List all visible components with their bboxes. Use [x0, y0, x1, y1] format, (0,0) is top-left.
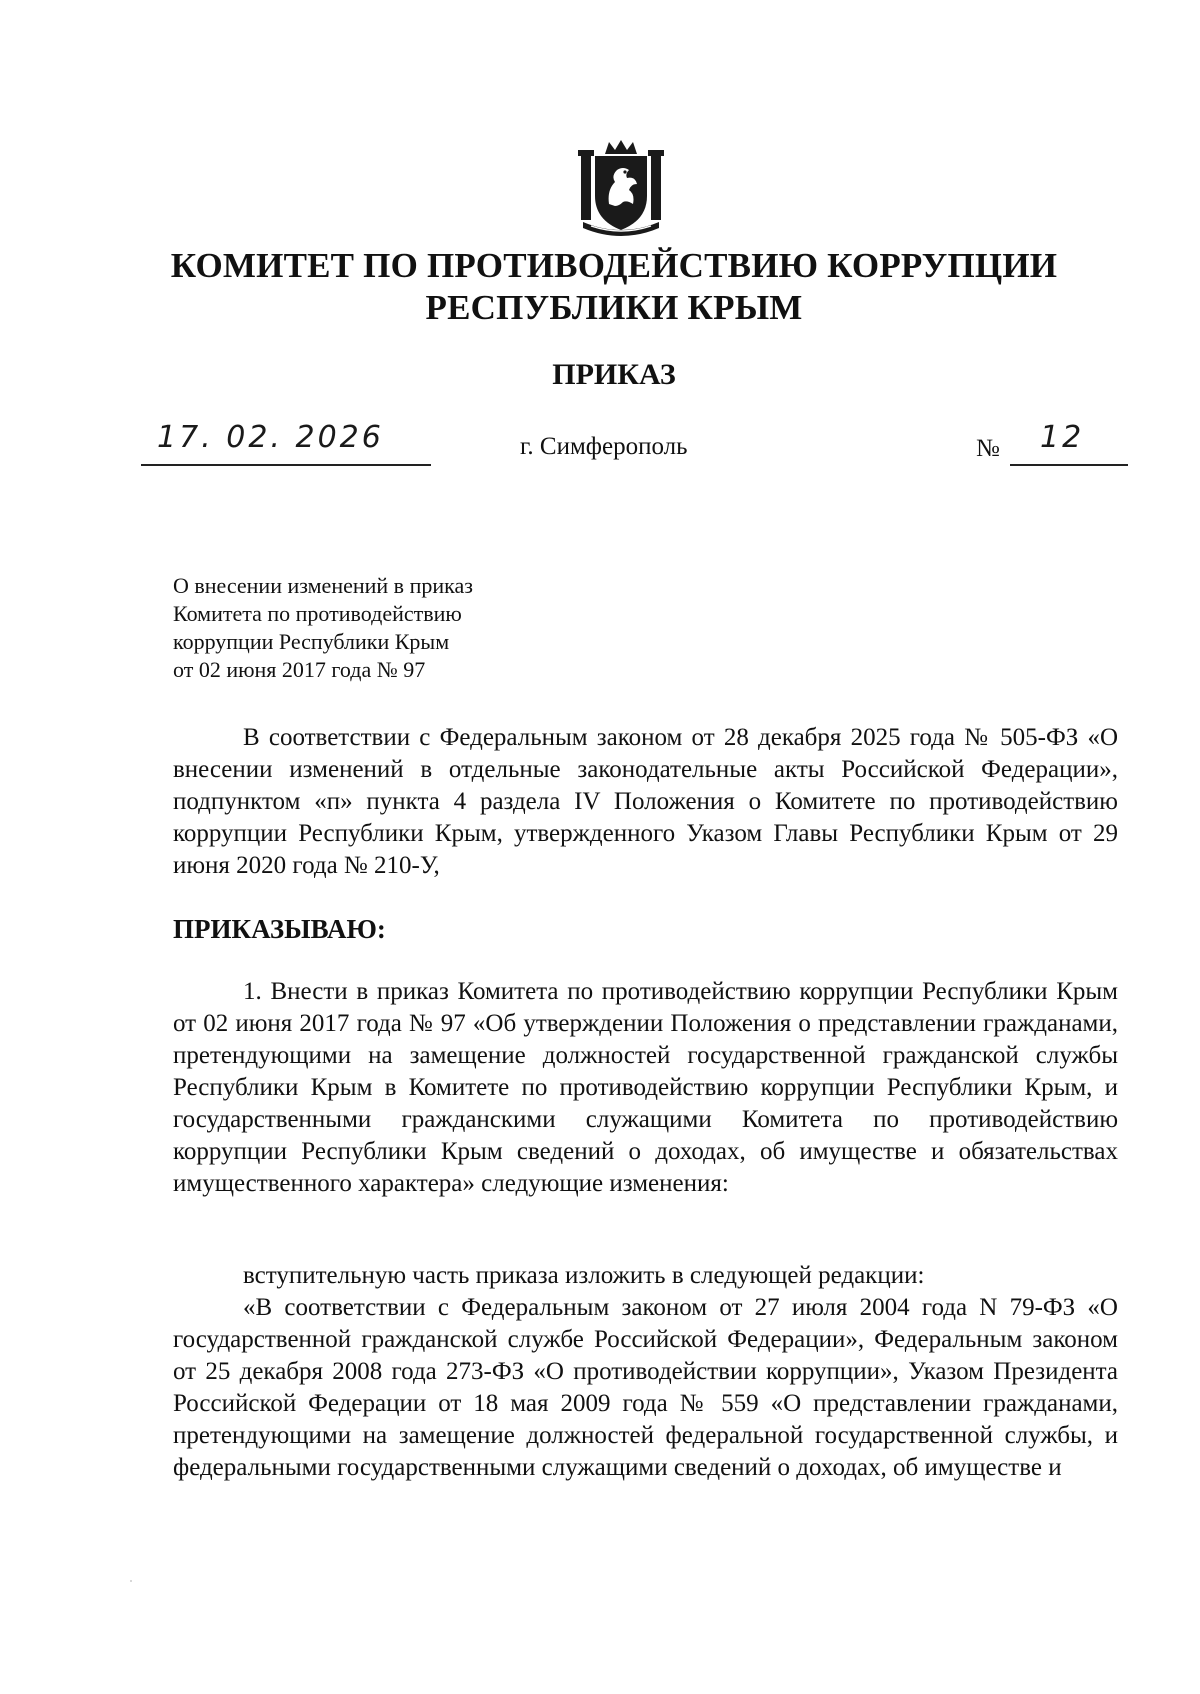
- order-number-handwritten: 12: [1040, 420, 1085, 455]
- subject-line: от 02 июня 2017 года № 97: [173, 657, 426, 682]
- order-date-handwritten: 17. 02. 2026: [157, 420, 384, 455]
- order-directive-heading: ПРИКАЗЫВАЮ:: [173, 914, 386, 944]
- subject-line: О внесении изменений в приказ: [173, 573, 473, 598]
- order-date-field: [141, 420, 431, 466]
- item-1-intro-paragraph: вступительную часть приказа изложить в следующей редакции:: [243, 1262, 925, 1289]
- preamble-paragraph: В соответствии с Федеральным законом от 28 декабря 2025 года № 505-ФЗ «О внесении изменений в отдельные законодательные акты Российской Федерации», подпунктом «п» пункта 4 раздела IV Положения о Комитете по противодействию коррупции Республики Крым, утвержденного Указом Главы Республики Крым от 29 июня 2020 года № 210-У,: [173, 724, 1118, 879]
- item-1-new-text-paragraph: «В соответствии с Федеральным законом от 27 июля 2004 года N 79-ФЗ «О государственной гражданской службе Российской Федерации», Федеральным законом от 25 декабря 2008 года 273-ФЗ «О противодействии коррупции», Указом Президента Российской Федерации от 18 мая 2009 года № 559 «О представлении гражданами, претендующими на замещение должностей федеральной государственной службы, и федеральными государственными служащими сведений о доходах, об имуществе и: [173, 1294, 1118, 1481]
- document-type-heading: ПРИКАЗ: [552, 358, 676, 391]
- order-number-label: №: [976, 435, 1000, 462]
- scan-speck: [130, 1580, 132, 1582]
- subject-line: Комитета по противодействию: [173, 601, 462, 626]
- subject-line: коррупции Республики Крым: [173, 629, 450, 654]
- city-name: г. Симферополь: [520, 433, 688, 460]
- organization-title-line2: РЕСПУБЛИКИ КРЫМ: [425, 288, 803, 327]
- order-subject: [173, 572, 593, 684]
- crimea-coat-of-arms-icon: [575, 140, 667, 236]
- organization-title-line1: КОМИТЕТ ПО ПРОТИВОДЕЙСТВИЮ КОРРУПЦИИ: [170, 246, 1058, 285]
- order-number-field: [1010, 420, 1128, 466]
- item-1-paragraph: 1. Внести в приказ Комитета по противодействию коррупции Республики Крым от 02 июня 2017 года № 97 «Об утверждении Положения о представлении гражданами, претендующими на замещение должностей государственной гражданской службы Республики Крым в Комитете по противодействию коррупции Республики Крым, и государственными гражданскими служащими Комитета по противодействию коррупции Республики Крым сведений о доходах, об имуществе и обязательствах имущественного характера» следующие изменения:: [173, 978, 1118, 1197]
